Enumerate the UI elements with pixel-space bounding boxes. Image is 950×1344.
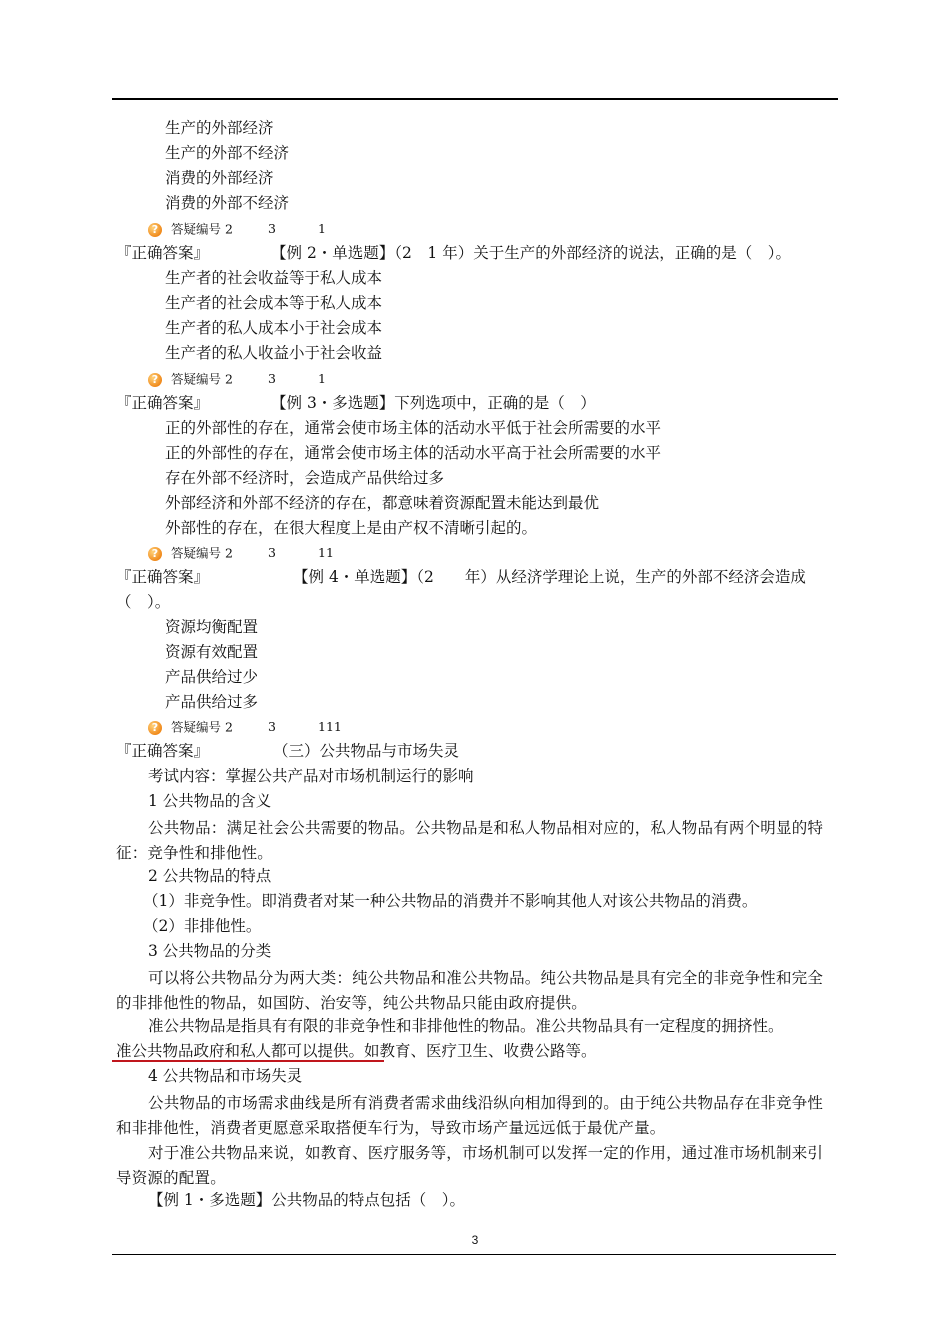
- paragraph: 公共物品的市场需求曲线是所有消费者需求曲线沿纵向相加得到的。由于纯公共物品存在非竞争性和非排他性，消费者更愿意采取搭便车行为，导致市场产量远远低于最优产量。: [116, 1094, 824, 1137]
- paragraph: （2）非排他性。: [143, 917, 262, 935]
- question-mark-icon[interactable]: ?: [148, 373, 162, 387]
- paragraph: 可以将公共物品分为两大类：纯公共物品和准公共物品。纯公共物品是具有完全的非竞争性和完全的非排他性的物品，如国防、治安等，纯公共物品只能由政府提供。: [116, 969, 824, 1012]
- header-rule: [112, 98, 838, 100]
- option: 资源均衡配置: [165, 618, 259, 636]
- paragraph-highlight: 准公共物品政府和私人都可以提供。如教育、医疗卫生、收费公路等。: [116, 1042, 597, 1060]
- question-text: 【例 4・单选题】（2 年）从经济学理论上说，生产的外部不经济会造成: [293, 568, 806, 586]
- paragraph: （1）非竞争性。即消费者对某一种公共物品的消费并不影响其他人对该公共物品的消费。: [143, 892, 758, 910]
- option: 生产者的社会收益等于私人成本: [165, 269, 383, 287]
- option: 外部经济和外部不经济的存在，都意味着资源配置未能达到最优: [165, 494, 600, 512]
- option: 产品供给过少: [165, 668, 259, 686]
- red-underline: [112, 1060, 384, 1062]
- answer-label: 『正确答案』: [116, 244, 210, 262]
- question-mark-icon[interactable]: ?: [148, 547, 162, 561]
- option: 生产者的私人成本小于社会成本: [165, 319, 383, 337]
- answer-label: 『正确答案』: [116, 742, 210, 760]
- qa-number: 1: [318, 371, 326, 386]
- section-title: （三）公共物品与市场失灵: [273, 742, 460, 760]
- option: 资源有效配置: [165, 643, 259, 661]
- heading-1: 1 公共物品的含义: [148, 792, 272, 810]
- heading-4: 4 公共物品和市场失灵: [148, 1067, 303, 1085]
- qa-number: 11: [318, 545, 334, 560]
- qa-number: 3: [268, 719, 276, 734]
- paragraph: 对于准公共物品来说，如教育、医疗服务等，市场机制可以发挥一定的作用，通过准市场机制来引导资源的配置。: [116, 1144, 824, 1187]
- qa-row[interactable]: [148, 219, 326, 239]
- page-number: 3: [471, 1233, 479, 1247]
- qa-number: 3: [268, 545, 276, 560]
- qa-row[interactable]: [148, 717, 342, 737]
- question-text: 【例 2・单选题】（2 1 年）关于生产的外部经济的说法，正确的是（ ）。: [271, 244, 791, 262]
- qa-row[interactable]: [148, 369, 326, 389]
- heading-3: 3 公共物品的分类: [148, 942, 272, 960]
- option: 存在外部不经济时，会造成产品供给过多: [165, 469, 445, 487]
- qa-row[interactable]: [148, 543, 334, 563]
- answer-label: 『正确答案』: [116, 568, 210, 586]
- paragraph: 准公共物品是指具有有限的非竞争性和非排他性的物品。准公共物品具有一定程度的拥挤性。: [148, 1017, 784, 1035]
- answer-line: [116, 741, 459, 761]
- option: 生产的外部经济: [165, 119, 274, 137]
- exam-content: 考试内容：掌握公共产品对市场机制运行的影响: [148, 767, 474, 785]
- question-mark-icon[interactable]: ?: [148, 721, 162, 735]
- question-text: 【例 3・多选题】下列选项中，正确的是（ ）: [271, 394, 596, 412]
- qa-number: 3: [268, 221, 276, 236]
- footer-rule: [112, 1254, 836, 1255]
- qa-number: 111: [318, 719, 342, 734]
- qa-label: 答疑编号 2: [171, 371, 233, 387]
- answer-line: [116, 567, 806, 587]
- option: 生产者的私人收益小于社会收益: [165, 344, 383, 362]
- option: 正的外部性的存在，通常会使市场主体的活动水平低于社会所需要的水平: [165, 419, 662, 437]
- answer-line: [116, 243, 791, 263]
- option: 外部性的存在，在很大程度上是由产权不清晰引起的。: [165, 519, 538, 537]
- qa-label: 答疑编号 2: [171, 545, 233, 561]
- answer-label: 『正确答案』: [116, 394, 210, 412]
- option: 生产者的社会成本等于私人成本: [165, 294, 383, 312]
- option: 消费的外部经济: [165, 169, 274, 187]
- qa-label: 答疑编号 2: [171, 221, 233, 237]
- option: 消费的外部不经济: [165, 194, 290, 212]
- qa-number: 3: [268, 371, 276, 386]
- option: 正的外部性的存在，通常会使市场主体的活动水平高于社会所需要的水平: [165, 444, 662, 462]
- option: 产品供给过多: [165, 693, 259, 711]
- question-mark-icon[interactable]: ?: [148, 223, 162, 237]
- qa-number: 1: [318, 221, 326, 236]
- example-question: 【例 1・多选题】公共物品的特点包括（ ）。: [148, 1191, 466, 1209]
- paragraph: 公共物品：满足社会公共需要的物品。公共物品是和私人物品相对应的，私人物品有两个明显的特征：竞争性和排他性。: [116, 819, 824, 862]
- qa-label: 答疑编号 2: [171, 719, 233, 735]
- question-text-cont: （ ）。: [116, 593, 171, 611]
- answer-line: [116, 393, 596, 413]
- heading-2: 2 公共物品的特点: [148, 867, 272, 885]
- option: 生产的外部不经济: [165, 144, 290, 162]
